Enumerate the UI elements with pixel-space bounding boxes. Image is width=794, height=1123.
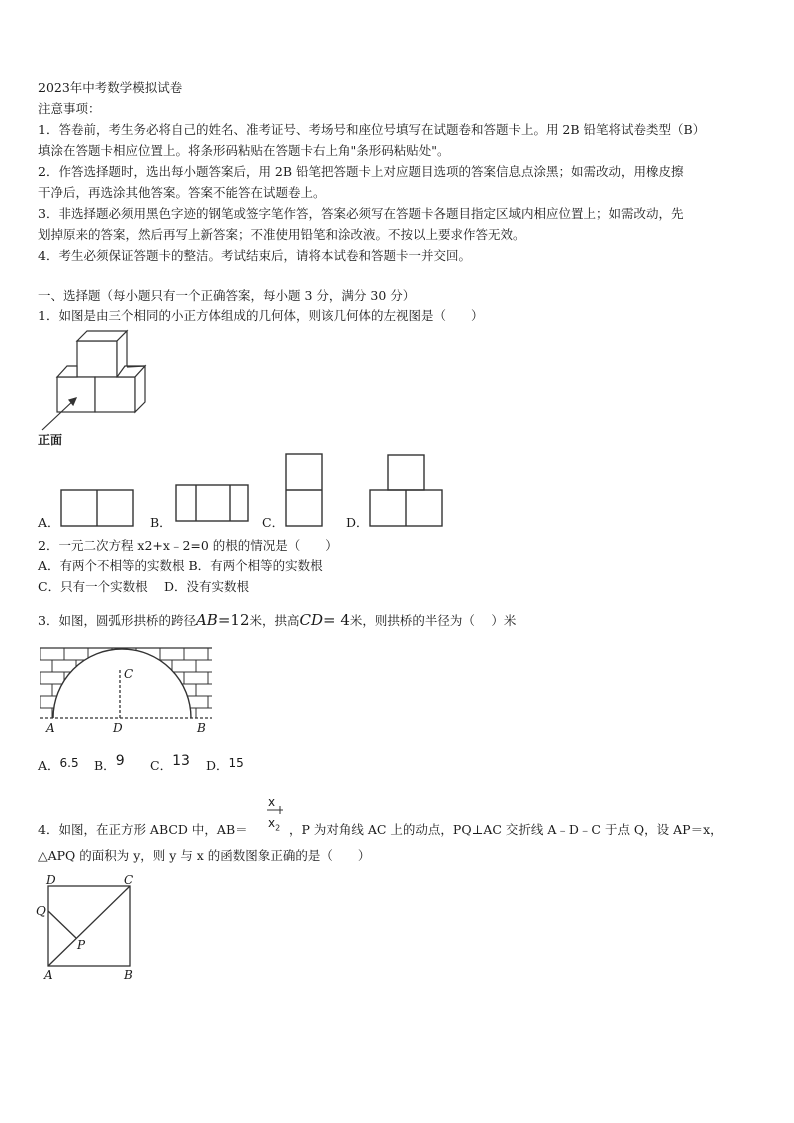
notice-line: 干净后，再选涂其他答案。答案不能答在试题卷上。 bbox=[38, 185, 326, 200]
q3-label-d: D bbox=[113, 721, 123, 735]
q3-label-b: B bbox=[197, 721, 206, 735]
q3-ab-eq: =12 bbox=[217, 611, 250, 629]
q1-option-a: A． bbox=[38, 515, 60, 530]
q4-label-c: C bbox=[124, 873, 134, 887]
q1-option-c: C． bbox=[262, 515, 285, 530]
notice-line: 1．答卷前，考生务必将自己的姓名、准考证号、考场号和座位号填写在试题卷和答题卡上。用 2B 铅笔将试卷类型（B） bbox=[38, 122, 706, 137]
q3-option-a: A．6.5 bbox=[38, 756, 79, 773]
q1-option-d: D． bbox=[346, 515, 369, 530]
q3-option-d: D．15 bbox=[206, 756, 244, 773]
q3-label-a: A bbox=[46, 721, 55, 735]
q4-stem-line2: △APQ 的面积为 y，则 y 与 x 的函数图象正确的是（ ） bbox=[38, 848, 371, 863]
q4-stem-pre: 4．如图，在正方形 ABCD 中，AB＝ bbox=[38, 822, 248, 837]
notice-line: 划掉原来的答案，然后再写上新答案；不准使用铅笔和涂改液。不按以上要求作答无效。 bbox=[38, 227, 526, 242]
notice-line: 4．考生必须保证答题卡的整洁。考试结束后，请将本试卷和答题卡一并交回。 bbox=[38, 248, 471, 263]
q3-cd-eq: = 4 bbox=[323, 611, 350, 629]
q3-stem-post: 米，则拱桥的半径为（ ）米 bbox=[349, 613, 517, 628]
q3-label-c: C bbox=[124, 667, 134, 681]
q4-frac-den: $x_2$ bbox=[268, 816, 281, 833]
q2-options-line1: A．有两个不相等的实数根 B．有两个相等的实数根 bbox=[38, 558, 323, 573]
q3-stem-pre: 3．如图，圆弧形拱桥的跨径 bbox=[38, 613, 196, 628]
q4-label-d: D bbox=[46, 873, 56, 887]
q3-option-c: C．13 bbox=[150, 753, 190, 773]
notice-heading: 注意事项： bbox=[38, 101, 101, 116]
notice-line: 填涂在答题卡相应位置上。将条形码粘贴在答题卡右上角"条形码粘贴处"。 bbox=[38, 143, 450, 158]
q2-options-line2: C．只有一个实数根 D．没有实数根 bbox=[38, 579, 250, 594]
q1-front-label: 正面 bbox=[38, 433, 63, 447]
q4-label-a: A bbox=[44, 968, 53, 982]
exam-title: 2023年中考数学模拟试卷 bbox=[38, 80, 183, 95]
notice-line: 3．非选择题必须用黑色字迹的钢笔或签字笔作答，答案必须写在答题卡各题目指定区域内相应位置上；如需改动，先 bbox=[38, 206, 684, 221]
q4-label-q: Q bbox=[36, 904, 46, 918]
q1-stem: 1．如图是由三个相同的小正方体组成的几何体，则该几何体的左视图是（ ） bbox=[38, 308, 484, 323]
q3-option-b: B．9 bbox=[94, 753, 125, 773]
q3-stem-mid: 米，拱高 bbox=[249, 613, 300, 628]
q1-option-b: B． bbox=[150, 515, 172, 530]
q2-stem: 2．一元二次方程 x2+x﹣2=0 的根的情况是（ ） bbox=[38, 538, 338, 553]
section-heading: 一、选择题（每小题只有一个正确答案，每小题 3 分，满分 30 分） bbox=[38, 288, 416, 303]
q3-ab-expr: AB bbox=[195, 611, 218, 629]
notice-line: 2．作答选择题时，选出每小题答案后，用 2B 铅笔把答题卡上对应题目选项的答案信息点涂黑；如需改动，用橡皮擦 bbox=[38, 164, 684, 179]
q4-frac-num: x bbox=[268, 795, 276, 809]
q4-label-p: P bbox=[77, 938, 86, 952]
q3-cd-expr: CD bbox=[299, 611, 324, 629]
q4-label-b: B bbox=[124, 968, 133, 982]
q4-stem-post: ，P 为对角线 AC 上的动点，PQ⊥AC 交折线 A﹣D﹣C 于点 Q，设 AP＝x， bbox=[289, 822, 723, 837]
